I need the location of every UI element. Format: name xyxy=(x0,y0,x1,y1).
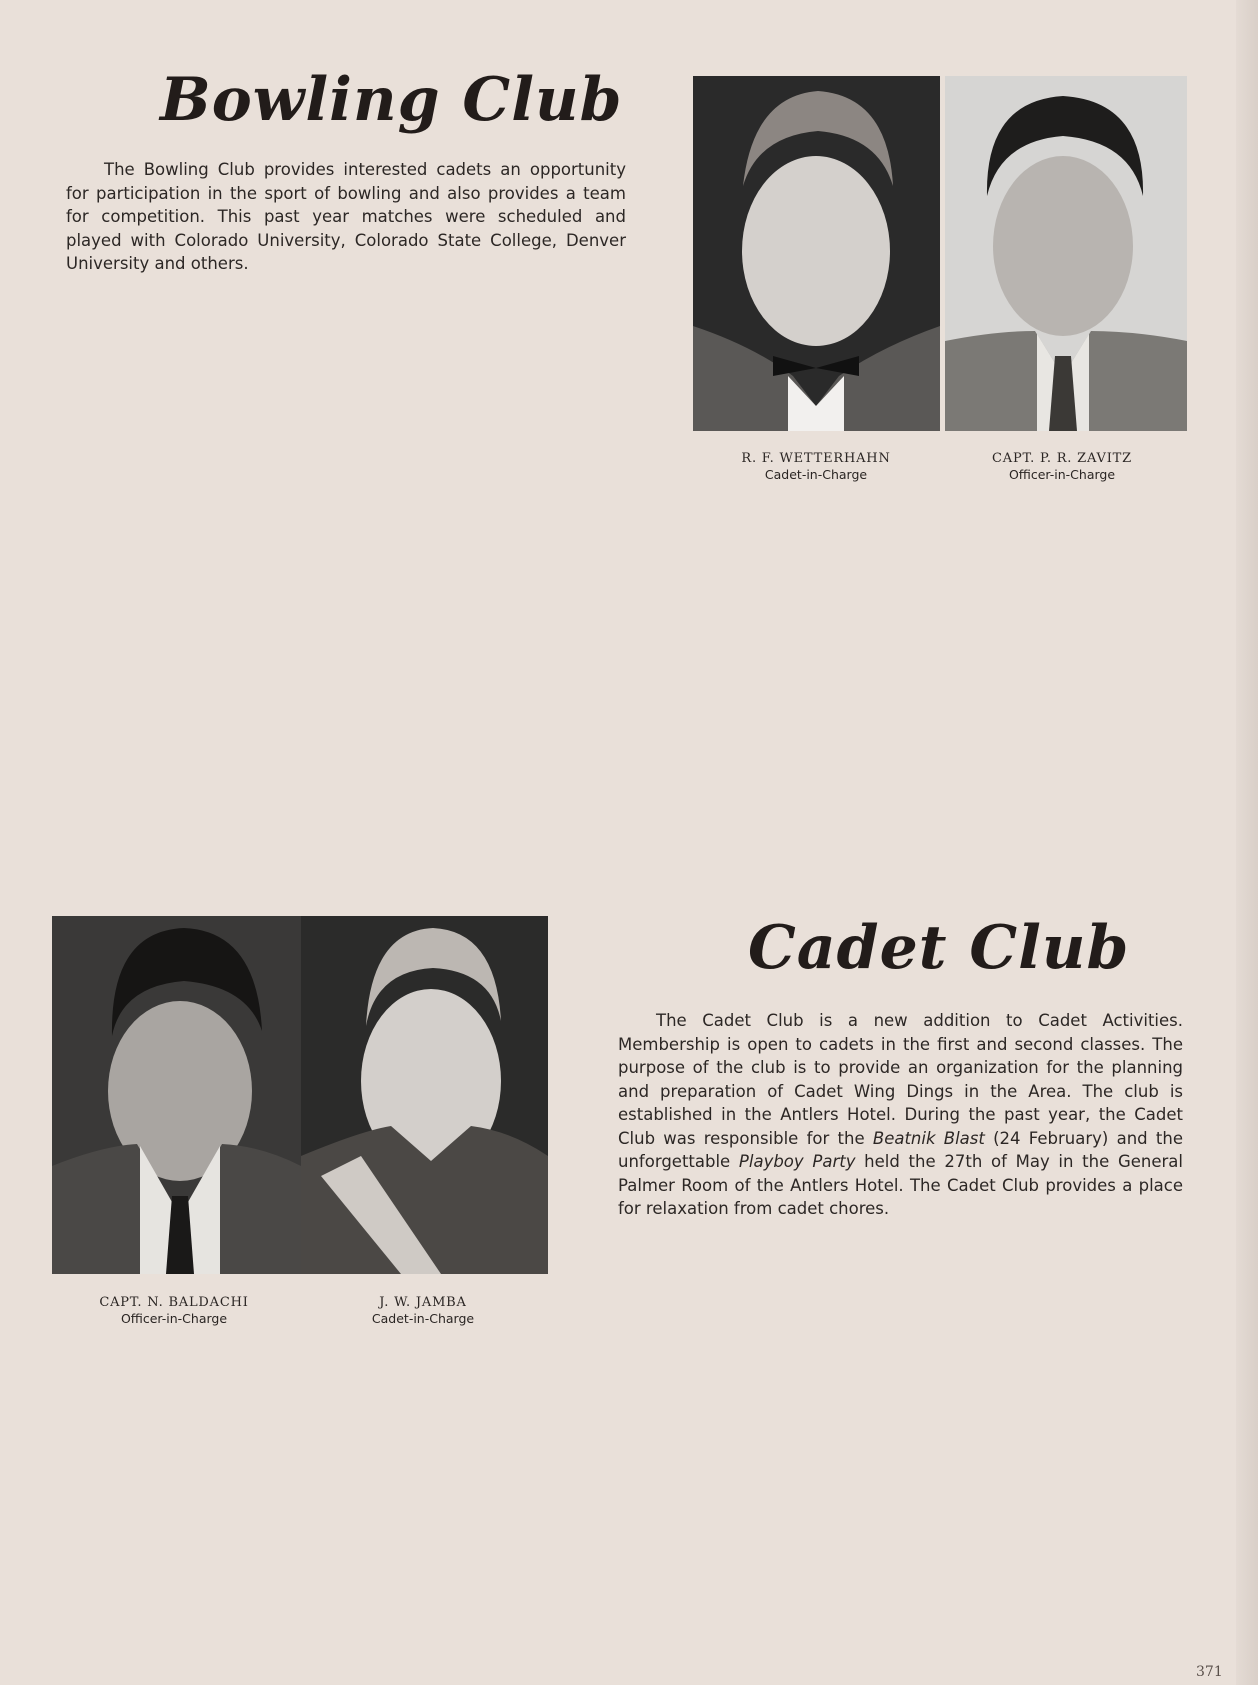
event-name: Playboy Party xyxy=(738,1152,856,1171)
page-edge xyxy=(1236,0,1258,1685)
person-role: Officer-in-Charge xyxy=(1008,467,1116,482)
person-name: CAPT. N. BALDACHI xyxy=(99,1295,249,1310)
bowling-club-paragraph: The Bowling Club provides interested cadets an opportunity for participation in the sport of bowling and also provides a team for competition. This past year matches were scheduled and played with Colorado University, Colorado State College, Denver University and others. xyxy=(66,160,626,273)
cadet-club-title: Cadet Club xyxy=(748,913,1130,983)
person-name: R. F. WETTERHAHN xyxy=(741,451,891,466)
person-role: Cadet-in-Charge xyxy=(371,1311,475,1326)
person-name: J. W. JAMBA xyxy=(379,1295,467,1310)
portrait-zavitz xyxy=(945,76,1187,431)
person-name: CAPT. P. R. ZAVITZ xyxy=(992,451,1132,466)
page-number: 371 xyxy=(1196,1664,1223,1680)
bowling-club-title: Bowling Club xyxy=(160,65,623,135)
caption-wetterhahn xyxy=(696,451,936,483)
cadet-club-paragraph: The Cadet Club is a new addition to Cadet Activities. Membership is open to cadets in the first and second classes. The purpose of the club is to provide an organization for the planning and preparation of Cadet Wing Dings in the Area. The club is established in the Antlers Hotel. During the past year, the Cadet Club was responsible for the Beatnik Blast (24 February) and the unforgettable Playboy Party held the 27th of May in the General Palmer Room of the Antlers Hotel. The Cadet Club provides a place for relaxation from cadet chores. xyxy=(618,1011,1183,1218)
caption-zavitz xyxy=(942,451,1182,483)
event-name: Beatnik Blast xyxy=(872,1128,985,1148)
caption-baldachi xyxy=(54,1295,294,1327)
person-role: Officer-in-Charge xyxy=(120,1311,228,1326)
caption-jamba xyxy=(303,1295,543,1327)
portrait-jamba xyxy=(301,916,548,1274)
portrait-wetterhahn xyxy=(693,76,940,431)
portrait-baldachi xyxy=(52,916,301,1274)
person-role: Cadet-in-Charge xyxy=(764,467,868,482)
